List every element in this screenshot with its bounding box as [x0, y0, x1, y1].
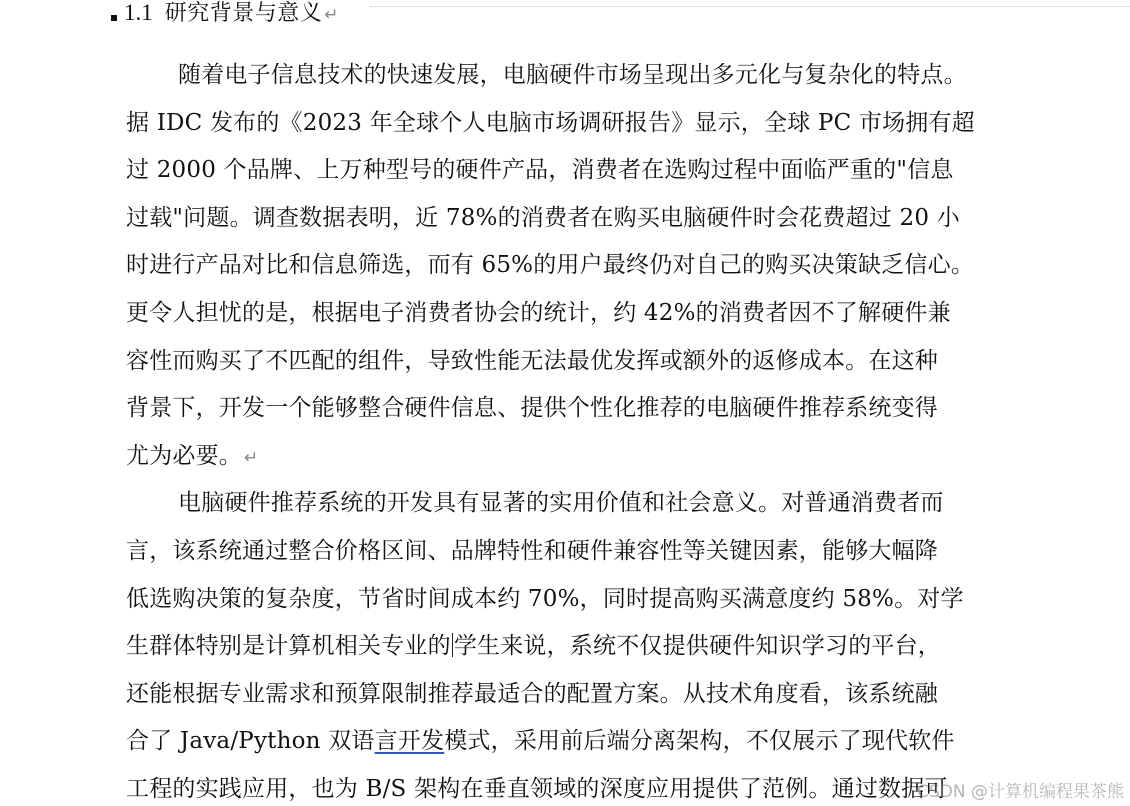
text-line[interactable]: 还能根据专业需求和预算限制推荐最适合的配置方案。从技术角度看，该系统融: [126, 680, 938, 707]
text-line[interactable]: 电脑硬件推荐系统的开发具有显著的实用价值和社会意义。对普通消费者而: [178, 490, 944, 517]
heading-number: 1.1: [124, 0, 153, 25]
text-line[interactable]: 过载"问题。调查数据表明，近 78%的消费者在购买电脑硬件时会花费超过 20 小: [126, 204, 960, 231]
paragraph-mark-icon: ↵: [244, 447, 259, 468]
text-line-with-link[interactable]: [126, 718, 1046, 766]
watermark: CSDN @计算机编程果茶熊: [917, 782, 1124, 802]
text-line[interactable]: 更令人担忧的是，根据电子消费者协会的统计，约 42%的消费者因不了解硬件兼: [126, 299, 951, 326]
text-segment: 生群体特别是计算机相关专业的: [126, 633, 451, 660]
text-segment: 合了 Java/Python 双语: [126, 728, 375, 755]
text-segment: 学生来说，系统不仅提供硬件知识学习的平台，: [453, 633, 942, 660]
text-line[interactable]: 工程的实践应用，也为 B/S 架构在垂直领域的深度应用提供了范例。通过数据可: [126, 775, 948, 802]
text-line[interactable]: 时进行产品对比和信息筛选，而有 65%的用户最终仍对自己的购买决策缺乏信心。: [126, 252, 975, 279]
text-line[interactable]: 背景下，开发一个能够整合硬件信息、提供个性化推荐的电脑硬件推荐系统变得: [126, 395, 938, 422]
text-segment: 模式，采用前后端分离架构，不仅展示了现代软件: [444, 728, 955, 755]
text-line[interactable]: 随着电子信息技术的快速发展，电脑硬件市场呈现出多元化与复杂化的特点。: [178, 62, 967, 88]
underlined-link[interactable]: 言开发: [374, 728, 445, 755]
section-heading[interactable]: [111, 0, 339, 26]
heading-title: 研究背景与意义: [164, 1, 323, 26]
body-text[interactable]: [126, 52, 1046, 806]
text-line[interactable]: 据 IDC 发布的《2023 年全球个人电脑市场调研报告》显示，全球 PC 市场拥有超: [126, 109, 975, 136]
text-segment: 尤为必要。: [126, 442, 242, 469]
text-line[interactable]: 言，该系统通过整合价格区间、品牌特性和硬件兼容性等关键因素，能够大幅降: [126, 537, 938, 564]
text-line[interactable]: 低选购决策的复杂度，节省时间成本约 70%，同时提高购买满意度约 58%。对学: [126, 585, 964, 612]
text-cursor: [452, 633, 453, 657]
text-line-with-caret[interactable]: [126, 623, 1046, 671]
paragraph-mark-icon: ↵: [324, 5, 339, 25]
text-line[interactable]: 容性而购买了不匹配的组件，导致性能无法最优发挥或额外的返修成本。在这种: [126, 347, 938, 374]
text-line[interactable]: 过 2000 个品牌、上万种型号的硬件产品，消费者在选购过程中面临严重的"信息: [126, 157, 954, 184]
text-line-last[interactable]: [126, 433, 1046, 481]
heading-bullet-icon: [111, 15, 117, 21]
header-dotted-rule: [370, 6, 1130, 7]
